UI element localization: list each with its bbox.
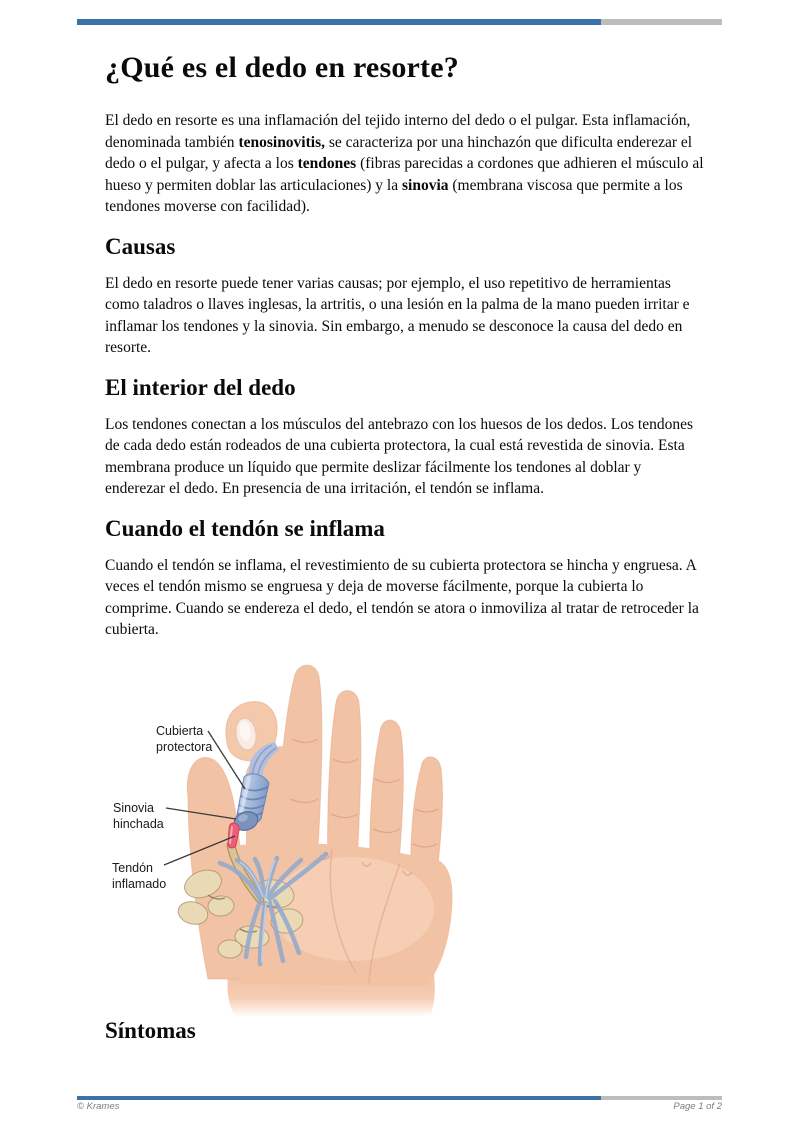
text-run: (membrana viscosa que permite a los tendones moverse con facilidad). — [105, 176, 683, 215]
hand-anatomy-figure — [100, 647, 520, 1017]
section-paragraph — [105, 555, 705, 641]
section-heading: El interior del dedo — [105, 374, 296, 400]
section-heading: Cuando el tendón se inflama — [105, 515, 385, 541]
text-run: (fibras parecidas a cordones que adhieren el músculo al hueso y permiten doblar las articulaciones) y la — [105, 155, 704, 194]
text-run: El dedo en resorte puede tener varias causas; por ejemplo, el uso repetitivo de herramientas como taladros o llaves inglesas, la artritis, o una lesión en la palma de la mano pueden irritar e inflamar los tendones y la sinovia. Sin embargo, a menudo se desconoce la causa del dedo en resorte. — [105, 274, 690, 356]
section-heading: Causas — [105, 233, 176, 259]
hand-skin — [187, 665, 452, 1017]
page-footer — [77, 1101, 722, 1112]
section-paragraph — [105, 273, 705, 359]
text-run: se caracteriza por una hinchazón que dificulta enderezar el dedo o el pulgar, y afecta a los — [105, 133, 693, 172]
text-run: El dedo en resorte es una inflamación del tejido interno del dedo o el pulgar. Esta inflamación, denominada también — [105, 112, 691, 151]
text-run: Los tendones conectan a los músculos del antebrazo con los huesos de los dedos. Los tendones de cada dedo están rodeados de una cubierta protectora, la cual está revestida de sinovia. Esta membrana produce un líquido que permite deslizar fácilmente los tendones al doblar y enderezar el dedo. En presencia de una irritación, el tendón se inflama. — [105, 415, 694, 497]
carpal-bone — [218, 940, 242, 958]
bold-term: tenosinovitis, — [238, 133, 325, 151]
bold-term: sinovia — [401, 176, 449, 194]
page-title: ¿Qué es el dedo en resorte? — [105, 51, 459, 84]
footer-divider-gray — [601, 1096, 722, 1100]
label-line: Sinovia — [113, 800, 154, 815]
intro-paragraph — [105, 110, 705, 218]
bold-term: tendones — [297, 155, 357, 172]
label-line: protectora — [156, 739, 213, 754]
hand-illustration — [100, 647, 520, 1017]
label-line: hinchada — [113, 816, 164, 831]
section-paragraph — [105, 414, 705, 500]
footer-copyright: © Krames — [77, 1101, 120, 1112]
label-line: Tendón — [112, 860, 154, 875]
label-sinovia-hinchada — [113, 801, 164, 831]
footer-divider-blue — [77, 1096, 601, 1100]
text-run: Cuando el tendón se inflama, el revestimiento de su cubierta protectora se hincha y engruesa. A veces el tendón mismo se engruesa y deja de moverse fácilmente, porque la cubierta lo comprime. Cuando se endereza el dedo, el tendón se atora o inmoviliza al tratar de retroceder la cubierta. — [105, 556, 699, 638]
label-tendon-inflamado — [112, 861, 166, 891]
sections — [105, 233, 705, 641]
article-content — [105, 0, 705, 1045]
section-heading-sintomas: Síntomas — [105, 1017, 196, 1043]
footer-page-number: Page 1 of 2 — [673, 1101, 722, 1112]
label-line: Cubierta — [156, 723, 204, 738]
footer-divider — [77, 1096, 722, 1100]
label-line: inflamado — [112, 876, 167, 891]
label-cubierta-protectora — [156, 724, 212, 754]
